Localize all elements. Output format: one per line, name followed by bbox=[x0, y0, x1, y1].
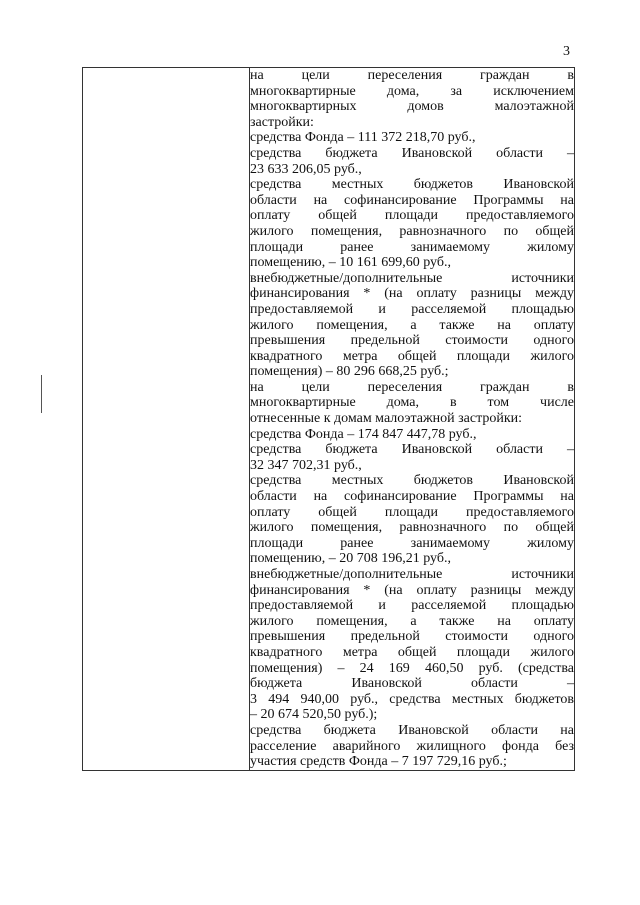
text-line: финансирования * (на оплату разницы между bbox=[250, 582, 574, 598]
text-line: жилого помещения, равнозначного по общей bbox=[250, 520, 574, 536]
text-line: многоквартирные дома, за исключением bbox=[250, 83, 574, 99]
text-line: финансирования * (на оплату разницы между bbox=[250, 286, 574, 302]
text-line: многоквартирные дома, в том числе bbox=[250, 395, 574, 411]
text-line: застройки: bbox=[250, 114, 314, 130]
text-line: 23 633 206,05 руб., bbox=[250, 161, 362, 177]
text-line: помещения) – 24 169 460,50 руб. (средства bbox=[250, 660, 574, 676]
page-number: 3 bbox=[563, 44, 570, 59]
text-line: площади ранее занимаемому жилому bbox=[250, 239, 574, 255]
text-line: средства Фонда – 174 847 447,78 руб., bbox=[250, 426, 477, 442]
text-line: жилого помещения, а также на оплату bbox=[250, 317, 574, 333]
text-line: помещения) – 80 296 668,25 руб.; bbox=[250, 364, 449, 380]
text-line: жилого помещения, а также на оплату bbox=[250, 613, 574, 629]
text-line: средства местных бюджетов Ивановской bbox=[250, 177, 574, 193]
text-line: – 20 674 520,50 руб.); bbox=[250, 707, 378, 723]
text-line: отнесенные к домам малоэтажной застройки: bbox=[250, 411, 523, 427]
text-line: области на софинансирование Программы на bbox=[250, 489, 574, 505]
text-line: 32 347 702,31 руб., bbox=[250, 457, 362, 473]
text-line: средства бюджета Ивановской области на bbox=[250, 722, 574, 738]
text-line: на цели переселения граждан в bbox=[250, 68, 574, 83]
margin-mark bbox=[41, 375, 42, 413]
funding-text-cell bbox=[250, 68, 575, 771]
text-line: средства бюджета Ивановской области – bbox=[250, 442, 574, 458]
text-line: предоставляемой и расселяемой площадью bbox=[250, 301, 574, 317]
text-line: площади ранее занимаемому жилому bbox=[250, 535, 574, 551]
text-line: 3 494 940,00 руб., средства местных бюджетов bbox=[250, 691, 574, 707]
text-line: превышения предельной стоимости одного bbox=[250, 333, 574, 349]
text-line: жилого помещения, равнозначного по общей bbox=[250, 223, 574, 239]
text-line: внебюджетные/дополнительные источники bbox=[250, 270, 574, 286]
text-line: помещению, – 10 161 699,60 руб., bbox=[250, 255, 451, 271]
text-line: области на софинансирование Программы на bbox=[250, 192, 574, 208]
text-line: помещению, – 20 708 196,21 руб., bbox=[250, 551, 451, 567]
text-line: оплату общей площади предоставляемого bbox=[250, 504, 574, 520]
text-line: предоставляемой и расселяемой площадью bbox=[250, 598, 574, 614]
text-line: оплату общей площади предоставляемого bbox=[250, 208, 574, 224]
table-row bbox=[83, 68, 575, 771]
text-line: участия средств Фонда – 7 197 729,16 руб.; bbox=[250, 754, 507, 770]
text-line: на цели переселения граждан в bbox=[250, 379, 574, 395]
text-line: бюджета Ивановской области – bbox=[250, 676, 574, 692]
text-line: превышения предельной стоимости одного bbox=[250, 629, 574, 645]
text-line: средства Фонда – 111 372 218,70 руб., bbox=[250, 130, 476, 146]
text-line: средства бюджета Ивановской области – bbox=[250, 145, 574, 161]
funding-table bbox=[82, 67, 575, 771]
text-line: многоквартирных домов малоэтажной bbox=[250, 99, 574, 115]
empty-left-cell bbox=[83, 68, 250, 771]
text-line: средства местных бюджетов Ивановской bbox=[250, 473, 574, 489]
text-line: расселение аварийного жилищного фонда без bbox=[250, 738, 574, 754]
text-line: квадратного метра общей площади жилого bbox=[250, 644, 574, 660]
text-line: квадратного метра общей площади жилого bbox=[250, 348, 574, 364]
text-line: внебюджетные/дополнительные источники bbox=[250, 567, 574, 582]
